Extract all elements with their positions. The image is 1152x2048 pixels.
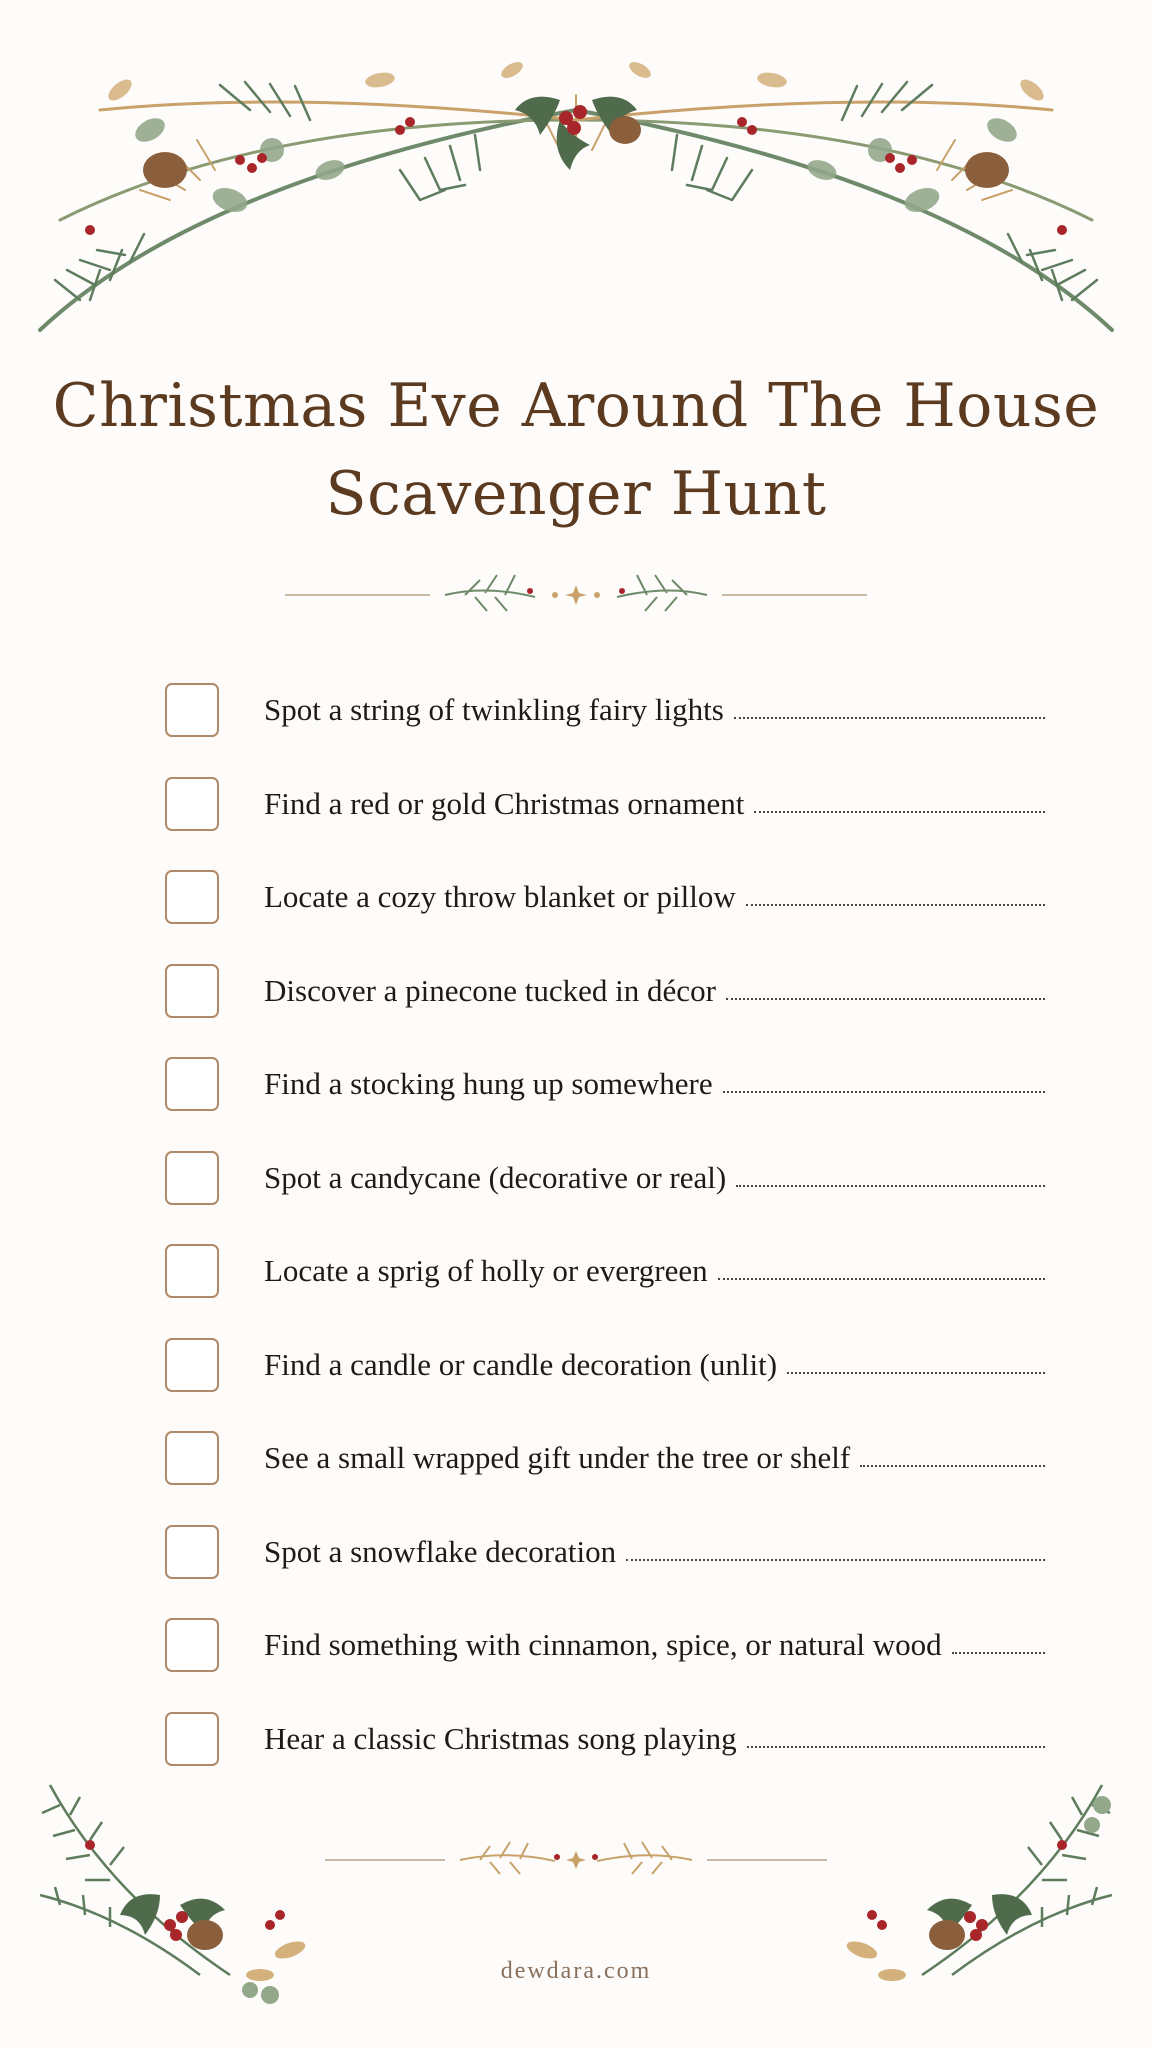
item-label: Hear a classic Christmas song playing: [264, 1721, 737, 1756]
dotted-leader: [747, 1744, 1045, 1748]
item-label: Find a candle or candle decoration (unlit): [264, 1347, 778, 1382]
title-line-1: Christmas Eve Around The House: [52, 371, 1100, 441]
checklist-item: [165, 1709, 1045, 1769]
dotted-leader: [736, 1183, 1045, 1187]
checklist-item: [165, 1615, 1045, 1675]
item-label: Find a red or gold Christmas ornament: [264, 786, 745, 821]
dotted-leader: [723, 1089, 1045, 1093]
top-garland-decoration: [0, 0, 1152, 360]
item-checkbox[interactable]: [165, 777, 219, 831]
dotted-leader: [952, 1650, 1045, 1654]
title-line-2: Scavenger Hunt: [325, 459, 827, 529]
bottom-divider-ornament: [325, 1825, 827, 1895]
checklist-item: [165, 680, 1045, 740]
checklist-item: [165, 1428, 1045, 1488]
dotted-leader: [860, 1463, 1045, 1467]
item-label: Spot a snowflake decoration: [264, 1534, 617, 1569]
dotted-leader: [626, 1557, 1045, 1561]
item-checkbox[interactable]: [165, 1057, 219, 1111]
checklist-item: [165, 1335, 1045, 1395]
checklist-item: [165, 1054, 1045, 1114]
checklist-item: [165, 1148, 1045, 1208]
item-checkbox[interactable]: [165, 870, 219, 924]
item-checkbox[interactable]: [165, 1618, 219, 1672]
item-checkbox[interactable]: [165, 1712, 219, 1766]
item-checkbox[interactable]: [165, 1431, 219, 1485]
dotted-leader: [746, 902, 1045, 906]
dotted-leader: [734, 715, 1045, 719]
item-checkbox[interactable]: [165, 964, 219, 1018]
dotted-leader: [726, 996, 1045, 1000]
item-checkbox[interactable]: [165, 1151, 219, 1205]
item-label: Locate a cozy throw blanket or pillow: [264, 879, 736, 914]
dotted-leader: [718, 1276, 1045, 1280]
item-label: Find a stocking hung up somewhere: [264, 1066, 713, 1101]
checklist-item: [165, 1522, 1045, 1582]
page-title: [0, 362, 1152, 538]
checklist-item: [165, 961, 1045, 1021]
item-label: See a small wrapped gift under the tree or shelf: [264, 1440, 851, 1475]
checklist-item: [165, 1241, 1045, 1301]
dotted-leader: [754, 809, 1045, 813]
checklist-item: [165, 867, 1045, 927]
item-checkbox[interactable]: [165, 1338, 219, 1392]
item-label: Spot a candycane (decorative or real): [264, 1160, 727, 1195]
item-label: Locate a sprig of holly or evergreen: [264, 1253, 708, 1288]
dotted-leader: [787, 1370, 1045, 1374]
item-checkbox[interactable]: [165, 683, 219, 737]
checklist-item: [165, 774, 1045, 834]
item-checkbox[interactable]: [165, 1244, 219, 1298]
footer-site: dewdara.com: [500, 1958, 652, 1984]
item-label: Find something with cinnamon, spice, or natural wood: [264, 1627, 942, 1662]
item-label: Spot a string of twinkling fairy lights: [264, 692, 724, 727]
item-label: Discover a pinecone tucked in décor: [264, 973, 716, 1008]
title-divider-ornament: [285, 555, 867, 635]
item-checkbox[interactable]: [165, 1525, 219, 1579]
